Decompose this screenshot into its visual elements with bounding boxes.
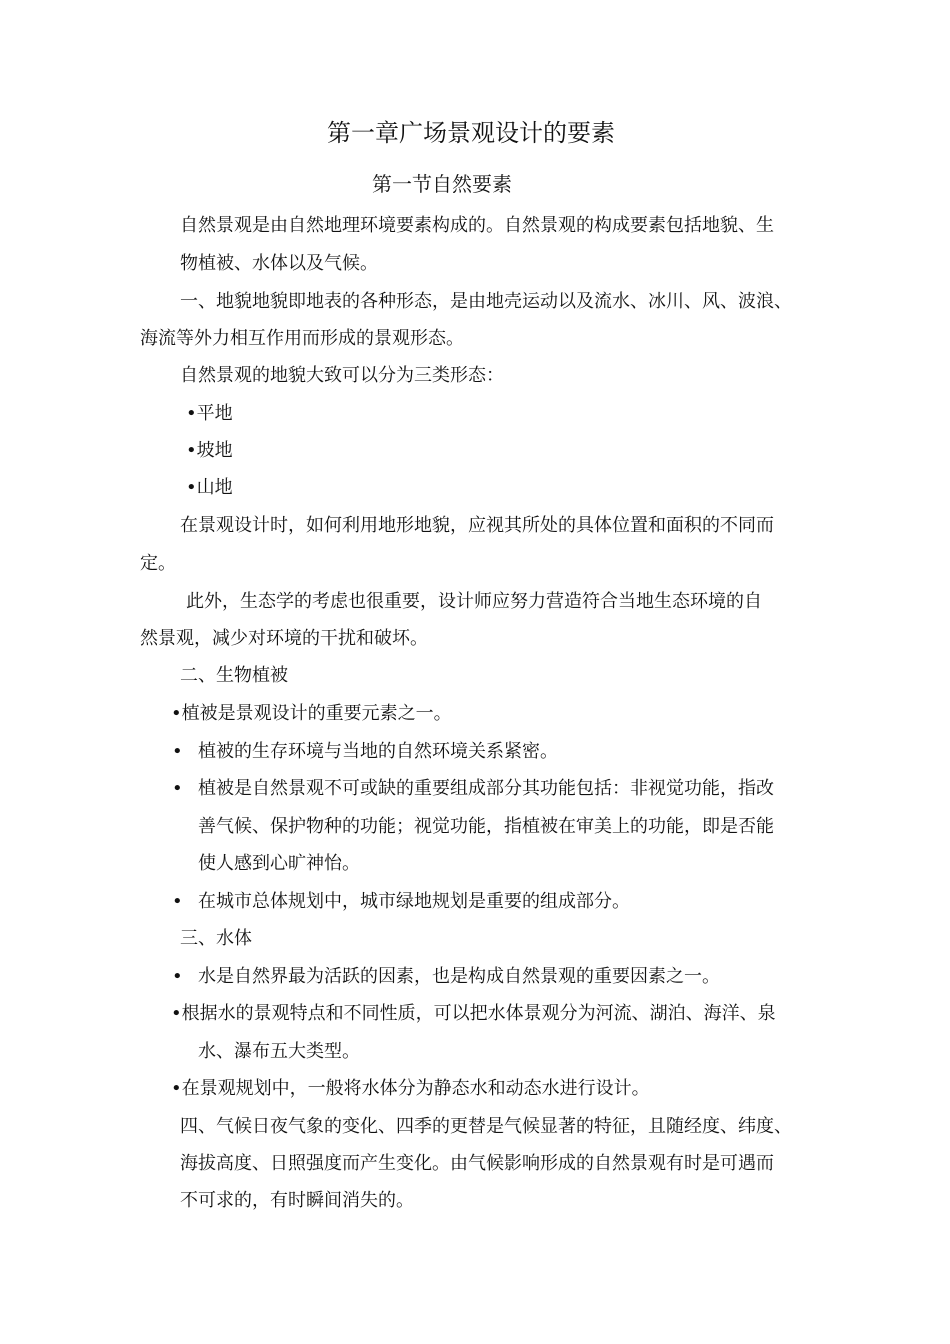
water-bullet-1: 水是自然界最为活跃的因素，也是构成自然景观的重要因素之一。 <box>198 966 720 987</box>
landform-types-intro: 自然景观的地貌大致可以分为三类形态： <box>180 365 504 386</box>
bullet-mark: • <box>172 966 183 987</box>
vegetation-bullet-1: •植被是景观设计的重要元素之一。 <box>171 703 452 724</box>
vegetation-bullet-3-line-2: 善气候、保护物种的功能；视觉功能，指植被在审美上的功能，即是否能 <box>198 816 774 837</box>
vegetation-bullet-3-line-3: 使人感到心旷神怡。 <box>198 853 360 874</box>
landform-line-2: 海流等外力相互作用而形成的景观形态。 <box>140 328 464 349</box>
water-bullet-3: •在景观规划中，一般将水体分为静态水和动态水进行设计。 <box>171 1078 650 1099</box>
vegetation-heading: 二、生物植被 <box>180 665 288 686</box>
landform-type-item: •山地 <box>186 477 233 498</box>
ecology-note-line-2: 然景观，减少对环境的干扰和破坏。 <box>140 628 428 649</box>
climate-line-2: 海拔高度、日照强度而产生变化。由气候影响形成的自然景观有时是可遇而 <box>180 1153 774 1174</box>
climate-line-3: 不可求的，有时瞬间消失的。 <box>180 1190 414 1211</box>
vegetation-bullet-4: 在城市总体规划中，城市绿地规划是重要的组成部分。 <box>198 891 630 912</box>
intro-line-2: 物植被、水体以及气候。 <box>180 253 378 274</box>
water-heading: 三、水体 <box>180 928 252 949</box>
vegetation-bullet-2: 植被的生存环境与当地的自然环境关系紧密。 <box>198 741 558 762</box>
bullet-mark: • <box>172 778 183 799</box>
landform-type-item: •坡地 <box>186 440 233 461</box>
climate-line-1: 四、气候日夜气象的变化、四季的更替是气候显著的特征，且随经度、纬度、 <box>180 1116 792 1137</box>
design-note-line-1: 在景观设计时，如何利用地形地貌，应视其所处的具体位置和面积的不同而 <box>180 515 774 536</box>
landform-line-1: 一、地貌地貌即地表的各种形态，是由地壳运动以及流水、冰川、风、波浪、 <box>180 291 792 312</box>
ecology-note-line-1: 此外，生态学的考虑也很重要，设计师应努力营造符合当地生态环境的自 <box>186 591 762 612</box>
water-bullet-2-line-2: 水、瀑布五大类型。 <box>198 1041 360 1062</box>
water-bullet-2-line-1: •根据水的景观特点和不同性质，可以把水体景观分为河流、湖泊、海洋、泉 <box>171 1003 776 1024</box>
section-title: 第一节自然要素 <box>372 172 512 196</box>
chapter-title: 第一章广场景观设计的要素 <box>327 119 615 147</box>
bullet-mark: • <box>172 741 183 762</box>
vegetation-bullet-3-line-1: 植被是自然景观不可或缺的重要组成部分其功能包括：非视觉功能，指改 <box>198 778 774 799</box>
landform-type-item: •平地 <box>186 403 233 424</box>
intro-line-1: 自然景观是由自然地理环境要素构成的。自然景观的构成要素包括地貌、生 <box>180 215 774 236</box>
bullet-mark: • <box>172 891 183 912</box>
design-note-line-2: 定。 <box>140 553 176 574</box>
